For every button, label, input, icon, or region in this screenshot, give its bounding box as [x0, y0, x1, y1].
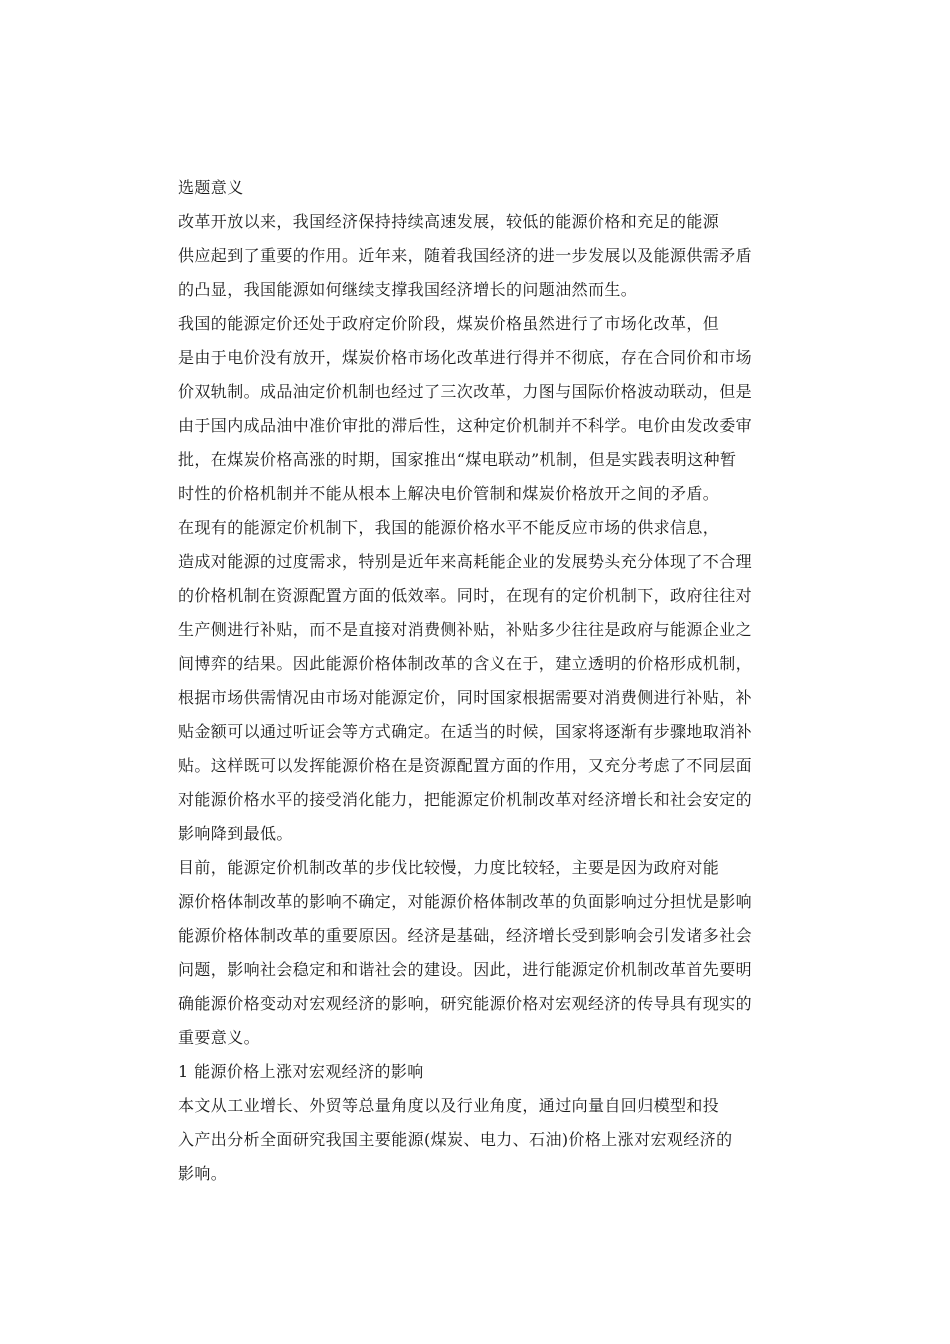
text-line: 根据市场供需情况由市场对能源定价，同时国家根据需要对消费侧进行补贴，补 [178, 688, 753, 707]
text-line: 由于国内成品油中准价审批的滞后性，这种定价机制并不科学。电价由发改委审 [178, 416, 753, 435]
text-line: 问题，影响社会稳定和和谐社会的建设。因此，进行能源定价机制改革首先要明 [178, 960, 753, 979]
text-line: 对能源价格水平的接受消化能力，把能源定价机制改革对经济增长和社会安定的 [178, 790, 753, 809]
text-line: 生产侧进行补贴，而不是直接对消费侧补贴，补贴多少往往是政府与能源企业之 [178, 620, 753, 639]
section-title: 选题意义 [178, 178, 244, 197]
text-line: 贴金额可以通过听证会等方式确定。在适当的时候，国家将逐渐有步骤地取消补 [178, 722, 753, 741]
text-line: 改革开放以来，我国经济保持持续高速发展，较低的能源价格和充足的能源 [178, 212, 720, 231]
text-line: 影响降到最低。 [178, 824, 293, 843]
text-line: 确能源价格变动对宏观经济的影响，研究能源价格对宏观经济的传导具有现实的 [178, 994, 753, 1013]
text-line: 供应起到了重要的作用。近年来，随着我国经济的进一步发展以及能源供需矛盾 [178, 246, 753, 265]
text-line: 影响。 [178, 1164, 228, 1183]
text-line: 重要意义。 [178, 1028, 261, 1047]
text-line: 的凸显，我国能源如何继续支撑我国经济增长的问题油然而生。 [178, 280, 638, 299]
text-line: 源价格体制改革的影响不确定，对能源价格体制改革的负面影响过分担忧是影响 [178, 892, 753, 911]
text-line: 造成对能源的过度需求，特别是近年来高耗能企业的发展势头充分体现了不合理 [178, 552, 753, 571]
text-line: 是由于电价没有放开，煤炭价格市场化改革进行得并不彻底，存在合同价和市场 [178, 348, 753, 367]
text-line: 入产出分析全面研究我国主要能源(煤炭、电力、石油)价格上涨对宏观经济的 [178, 1130, 733, 1149]
text-line: 目前，能源定价机制改革的步伐比较慢，力度比较轻，主要是因为政府对能 [178, 858, 720, 877]
text-line: 贴。这样既可以发挥能源价格在是资源配置方面的作用，又充分考虑了不同层面 [178, 756, 753, 775]
text-line: 在现有的能源定价机制下，我国的能源价格水平不能反应市场的供求信息， [178, 518, 720, 537]
text-line: 间博弈的结果。因此能源价格体制改革的含义在于，建立透明的价格形成机制， [178, 654, 753, 673]
text-line: 本文从工业增长、外贸等总量角度以及行业角度，通过向量自回归模型和投 [178, 1096, 720, 1115]
text-line: 我国的能源定价还处于政府定价阶段，煤炭价格虽然进行了市场化改革，但 [178, 314, 720, 333]
section-heading: 1 能源价格上涨对宏观经济的影响 [178, 1062, 424, 1081]
text-line: 的价格机制在资源配置方面的低效率。同时，在现有的定价机制下，政府往往对 [178, 586, 753, 605]
text-line: 批，在煤炭价格高涨的时期，国家推出“煤电联动”机制，但是实践表明这种暂 [178, 450, 737, 469]
text-line: 时性的价格机制并不能从根本上解决电价管制和煤炭价格放开之间的矛盾。 [178, 484, 720, 503]
text-line: 能源价格体制改革的重要原因。经济是基础，经济增长受到影响会引发诸多社会 [178, 926, 753, 945]
text-line: 价双轨制。成品油定价机制也经过了三次改革，力图与国际价格波动联动，但是 [178, 382, 753, 401]
